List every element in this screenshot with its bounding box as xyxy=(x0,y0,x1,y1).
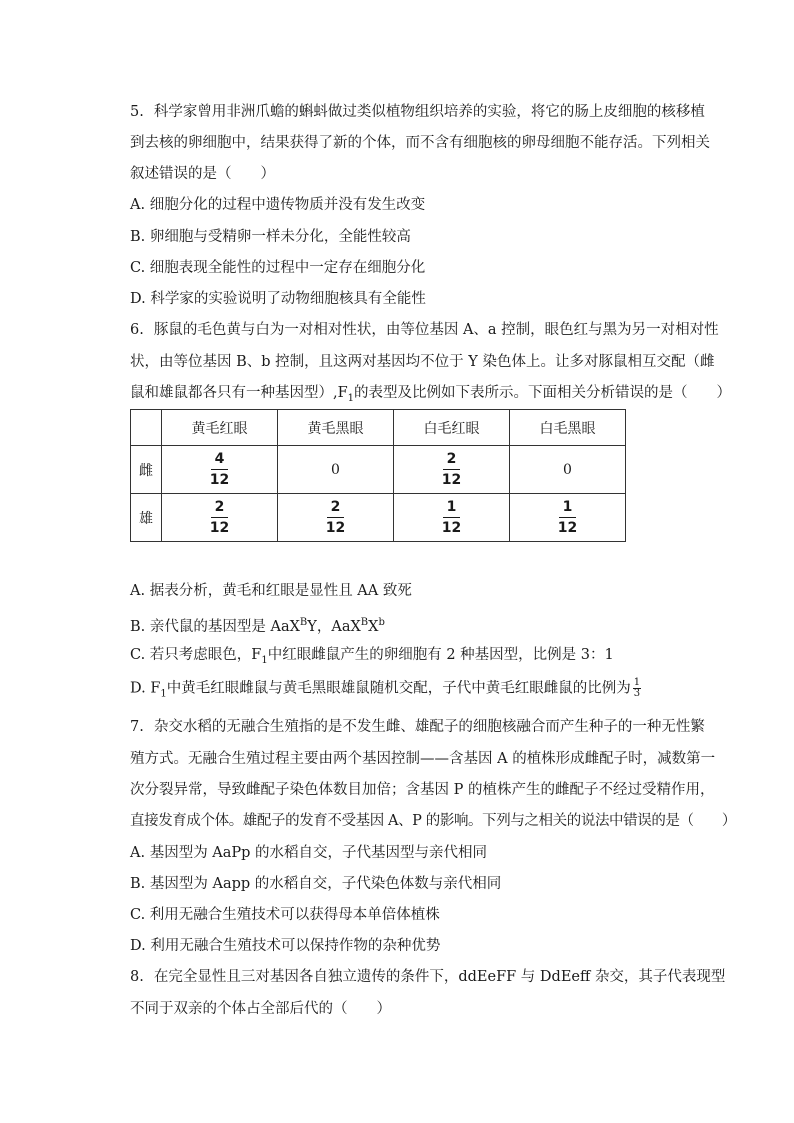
q5-option-d: D. 科学家的实验说明了动物细胞核具有全能性 xyxy=(130,291,426,307)
fraction-numerator: 4 xyxy=(211,451,229,470)
fraction-numerator: 1 xyxy=(633,677,641,688)
q7-stem-line-3: 次分裂异常，导致雌配子染色体数目加倍；含基因 P 的植株产生的雌配子不经过受精作用， xyxy=(130,782,715,798)
q6-stem-line-3 xyxy=(130,383,731,409)
fraction-denominator: 12 xyxy=(441,472,462,488)
row-label-male: 雄 xyxy=(131,494,162,542)
fraction-denominator: 12 xyxy=(209,520,230,536)
phenotype-ratio-table xyxy=(130,409,626,542)
header-white-red: 白毛红眼 xyxy=(394,410,510,446)
fraction-numerator: 2 xyxy=(327,499,345,518)
q6-b-sup-1: B xyxy=(299,617,308,628)
cell-male-white-red xyxy=(394,494,510,542)
q5-option-b: B. 卵细胞与受精卵一样未分化，全能性较高 xyxy=(130,229,411,245)
q7-option-a: A. 基因型为 AaPp 的水稻自交，子代基因型与亲代相同 xyxy=(130,845,488,861)
q8-stem-line-2: 不同于双亲的个体占全部后代的（ ） xyxy=(130,1001,391,1017)
q6-d-text-1: D. F xyxy=(130,680,161,697)
fraction-denominator: 12 xyxy=(325,520,346,536)
cell-female-yellow-red xyxy=(162,446,278,494)
q6-d-fraction xyxy=(633,678,641,699)
q6-b-sup-3: b xyxy=(378,617,385,628)
fraction-denominator: 12 xyxy=(441,520,462,536)
q7-stem-line-4: 直接发育成个体。雄配子的发育不受基因 A、P 的影响。下列与之相关的说法中错误的是（ ） xyxy=(130,813,736,829)
fraction-numerator: 2 xyxy=(211,499,229,518)
q5-option-c: C. 细胞表现全能性的过程中一定存在细胞分化 xyxy=(130,260,426,276)
q6-number: 6. xyxy=(130,322,144,338)
q5-number: 5. xyxy=(130,104,144,120)
cell-female-white-red xyxy=(394,446,510,494)
table-header-row xyxy=(131,410,626,446)
q6-b-text-1: B. 亲代鼠的基因型是 AaX xyxy=(130,618,300,635)
table-row-female xyxy=(131,446,626,494)
fraction-numerator: 1 xyxy=(443,499,461,518)
row-label-female: 雌 xyxy=(131,446,162,494)
q6-b-text-2: Y，AaX xyxy=(307,618,361,635)
q7-stem-line-2: 殖方式。无融合生殖过程主要由两个基因控制——含基因 A 的植株形成雌配子时，减数第一 xyxy=(130,751,716,767)
cell-male-yellow-red xyxy=(162,494,278,542)
header-yellow-black: 黄毛黑眼 xyxy=(278,410,394,446)
q5-stem-line-1 xyxy=(130,102,705,122)
q6-text-3b: 的表型及比例如下表所示。下面相关分析错误的是（ ） xyxy=(354,385,732,401)
cell-male-yellow-black xyxy=(278,494,394,542)
fraction-denominator: 12 xyxy=(209,472,230,488)
q6-b-text-3: X xyxy=(368,618,379,635)
q6-b-sup-2: B xyxy=(360,617,369,628)
table-corner-cell xyxy=(131,410,162,446)
q8-stem-line-1 xyxy=(130,967,725,987)
q7-option-d: D. 利用无融合生殖技术可以保持作物的杂种优势 xyxy=(130,938,441,954)
fraction-numerator: 1 xyxy=(559,499,577,518)
q6-d-sub: 1 xyxy=(160,688,167,700)
q6-d-text-2: 中黄毛红眼雌鼠与黄毛黑眼雄鼠随机交配，子代中黄毛红眼雌鼠的比例为 xyxy=(166,680,631,697)
header-yellow-red: 黄毛红眼 xyxy=(162,410,278,446)
fraction-denominator: 12 xyxy=(557,520,578,536)
q6-c-text-1: C. 若只考虑眼色，F xyxy=(130,647,262,663)
fraction-numerator: 2 xyxy=(443,451,461,470)
q6-option-b xyxy=(130,613,385,637)
cell-female-yellow-black: 0 xyxy=(278,446,394,494)
q7-number: 7. xyxy=(130,719,144,735)
q5-stem-line-2: 到去核的卵细胞中，结果获得了新的个体，而不含有细胞核的卵母细胞不能存活。下列相关 xyxy=(130,135,710,151)
q8-text-1: 在完全显性且三对基因各自独立遗传的条件下，ddEeFF 与 DdEeff 杂交，其子代表现型 xyxy=(153,969,726,985)
q6-text-3a: 鼠和雄鼠都各只有一种基因型）,F xyxy=(130,385,348,401)
header-white-black: 白毛黑眼 xyxy=(510,410,626,446)
q6-sub: 1 xyxy=(347,392,355,404)
table-row-male xyxy=(131,494,626,542)
cell-female-white-black: 0 xyxy=(510,446,626,494)
q6-c-text-2: 中红眼雌鼠产生的卵细胞有 2 种基因型，比例是 3：1 xyxy=(267,647,614,663)
q7-option-b: B. 基因型为 Aapp 的水稻自交，子代染色体数与亲代相同 xyxy=(130,876,502,892)
q6-c-sub: 1 xyxy=(261,654,268,666)
q5-option-a: A. 细胞分化的过程中遗传物质并没有发生改变 xyxy=(130,197,426,213)
q6-text-1: 豚鼠的毛色黄与白为一对相对性状，由等位基因 A、a 控制，眼色红与黑为另一对相对性 xyxy=(153,322,719,338)
q7-option-c: C. 利用无融合生殖技术可以获得母本单倍体植株 xyxy=(130,907,440,923)
q5-text-1: 科学家曾用非洲爪蟾的蝌蚪做过类似植物组织培养的实验，将它的肠上皮细胞的核移植 xyxy=(153,104,705,120)
q7-stem-line-1 xyxy=(130,717,705,737)
q7-text-1: 杂交水稻的无融合生殖指的是不发生雌、雄配子的细胞核融合而产生种子的一种无性繁 xyxy=(153,719,705,735)
q6-stem-line-2: 状，由等位基因 B、b 控制，且这两对基因均不位于 Y 染色体上。让多对豚鼠相互交配（雌 xyxy=(130,354,715,370)
q8-number: 8. xyxy=(130,969,144,985)
fraction-denominator: 3 xyxy=(633,688,641,699)
q5-stem-line-3: 叙述错误的是（ ） xyxy=(130,166,275,182)
cell-male-white-black xyxy=(510,494,626,542)
q6-stem-line-1 xyxy=(130,320,719,340)
q6-option-c xyxy=(130,645,614,671)
q6-option-d xyxy=(130,678,641,704)
q6-option-a: A. 据表分析，黄毛和红眼是显性且 AA 致死 xyxy=(130,583,412,599)
